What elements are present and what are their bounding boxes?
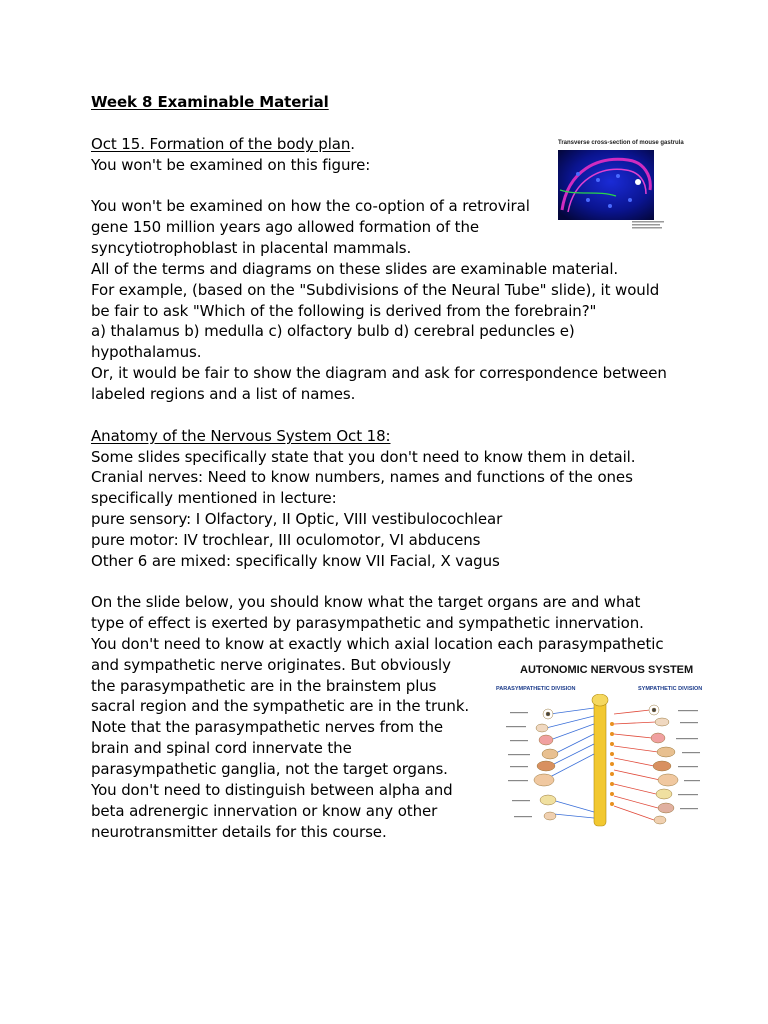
text-line: You won't be examined on this figure: (91, 156, 371, 174)
text-line: Cranial nerves: Need to know numbers, names and functions of the ones (91, 468, 633, 486)
text-line: Or, it would be fair to show the diagram and ask for correspondence between (91, 364, 667, 382)
text-line: Other 6 are mixed: specifically know VII Facial, X vagus (91, 552, 500, 570)
text-line: pure motor: IV trochlear, III oculomotor, VI abducens (91, 531, 481, 549)
text-line: Note that the parasympathetic nerves from the (91, 718, 444, 736)
text-line: neurotransmitter details for this course. (91, 823, 387, 841)
text-line: beta adrenergic innervation or know any other (91, 802, 438, 820)
text-line: the parasympathetic are in the brainstem plus (91, 677, 437, 695)
sympathetic-division-label: SYMPATHETIC DIVISION (638, 686, 703, 692)
text-line: Some slides specifically state that you don't need to know them in detail. (91, 448, 636, 466)
text-line: syncytiotrophoblast in placental mammals. (91, 239, 412, 257)
text-line: sacral region and the sympathetic are in the trunk. (91, 697, 470, 715)
text-line: labeled regions and a list of names. (91, 385, 356, 403)
section1-title: Oct 15. Formation of the body plan (91, 135, 351, 153)
ans-diagram (490, 694, 706, 834)
text-line: You don't need to know at exactly which axial location each parasympathetic (91, 635, 664, 653)
autonomic-nervous-system-figure (490, 660, 706, 836)
gastrula-micrograph (558, 150, 654, 220)
text-line: specifically mentioned in lecture: (91, 489, 337, 507)
text-line: parasympathetic ganglia, not the target organs. (91, 760, 448, 778)
text-line: You won't be examined on how the co-option of a retroviral (91, 197, 530, 215)
text-line: brain and spinal cord innervate the (91, 739, 352, 757)
section1-title-suffix: . (350, 135, 355, 153)
figure1-title: Transverse cross-section of mouse gastrula (558, 140, 684, 146)
text-line: be fair to ask "Which of the following is derived from the forebrain?" (91, 302, 597, 320)
parasympathetic-division-label: PARASYMPATHETIC DIVISION (496, 686, 576, 692)
text-line: You don't need to distinguish between alpha and (91, 781, 453, 799)
text-line: For example, (based on the "Subdivisions of the Neural Tube" slide), it would (91, 281, 660, 299)
section1-title-line (91, 134, 355, 154)
text-line: All of the terms and diagrams on these slides are examinable material. (91, 260, 619, 278)
mouse-gastrula-figure (556, 140, 684, 232)
figure2-title: AUTONOMIC NERVOUS SYSTEM (520, 664, 694, 676)
page-heading: Week 8 Examinable Material (91, 93, 329, 111)
text-line: pure sensory: I Olfactory, II Optic, VIII vestibulocochlear (91, 510, 503, 528)
text-line: hypothalamus. (91, 343, 202, 361)
text-line: gene 150 million years ago allowed formation of the (91, 218, 479, 236)
section2-title: Anatomy of the Nervous System Oct 18: (91, 427, 391, 445)
text-line: and sympathetic nerve originates. But obviously (91, 656, 451, 674)
text-line: type of effect is exerted by parasympathetic and sympathetic innervation. (91, 614, 644, 632)
figure1-caption-lines (632, 220, 666, 230)
text-line: On the slide below, you should know what the target organs are and what (91, 593, 641, 611)
text-line: a) thalamus b) medulla c) olfactory bulb d) cerebral peduncles e) (91, 322, 575, 340)
